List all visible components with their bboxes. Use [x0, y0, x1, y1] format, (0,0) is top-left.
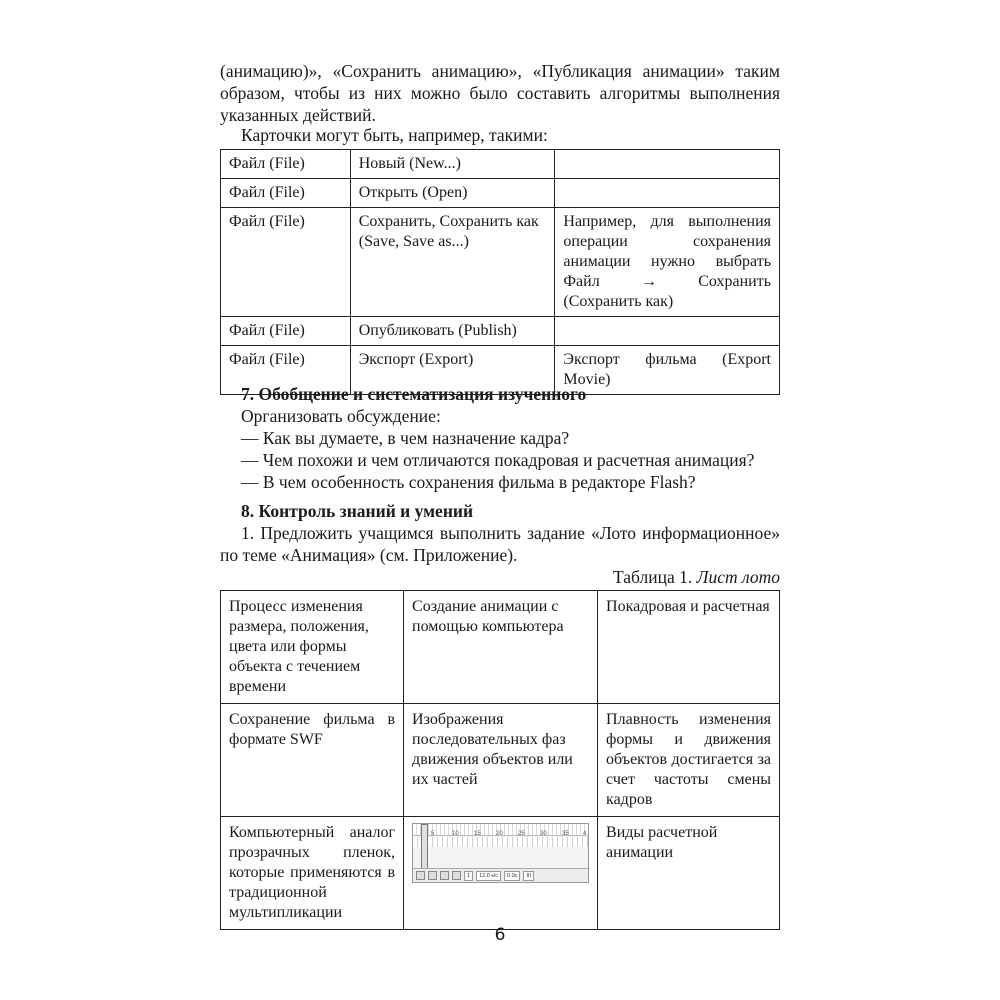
table-cell: Файл (File) — [221, 208, 351, 317]
loto-table — [220, 590, 780, 930]
table-row — [221, 150, 780, 179]
timeline-ruler — [413, 824, 588, 836]
table-cell: Экспорт фильма (Export Movie) — [555, 346, 780, 395]
section-7-heading: 7. Обобщение и систематизация изученного — [241, 384, 587, 404]
table-cell: Сохранение фильма в формате SWF — [221, 704, 404, 817]
table-row — [221, 704, 780, 817]
ruler-mark: 5 — [431, 831, 435, 837]
ruler-mark: 4 — [583, 831, 587, 837]
section-8-task: 1. Предложить учащимся выполнить задание «Лото информационное» по теме «Анимация» (см. Приложение). — [220, 523, 780, 565]
table-cell: Плавность изменения формы и движения объектов достигается за счет частоты смены кадров — [598, 704, 780, 817]
intro-paragraph: (анимацию)», «Сохранить анимацию», «Публикация анимации» таким образом, чтобы из них можно было составить алгоритмы выполнения указанных действий. — [220, 61, 780, 125]
ruler-mark: 35 — [562, 831, 569, 837]
cards-table — [220, 149, 780, 395]
table-cell: Файл (File) — [221, 346, 351, 395]
table-row — [221, 591, 780, 704]
question-item: — В чем особенность сохранения фильма в редакторе Flash? — [241, 472, 696, 492]
table-cell: Файл (File) — [221, 179, 351, 208]
section-7-intro: Организовать обсуждение: — [241, 406, 441, 426]
table-cell: Новый (New...) — [350, 150, 555, 179]
table-cell: Изображения последовательных фаз движения объектов или их частей — [404, 704, 598, 817]
flash-timeline-image — [412, 823, 589, 883]
table-caption-title: Лист лото — [696, 567, 780, 587]
timeline-toolbar — [413, 868, 588, 882]
table-row — [221, 817, 780, 930]
table-cell: Например, для выполнения операции сохранения анимации нужно выбрать Файл → Сохранить (Сохранить как) — [555, 208, 780, 317]
table-cell: Открыть (Open) — [350, 179, 555, 208]
table-cell: Файл (File) — [221, 317, 351, 346]
table-row — [221, 317, 780, 346]
ruler-mark: 30 — [540, 831, 547, 837]
question-item: — Как вы думаете, в чем назначение кадра? — [241, 428, 570, 448]
ruler-mark: 15 — [474, 831, 481, 837]
time-field: 0.0с — [504, 871, 520, 881]
table-cell: Покадровая и расчетная — [598, 591, 780, 704]
question-item: — Чем похожи и чем отличаются покадровая и расчетная анимация? — [241, 450, 755, 470]
frame-field: 1 — [464, 871, 473, 881]
scrollbar: III — [523, 871, 534, 881]
markers-icon — [452, 871, 461, 880]
table-cell — [555, 150, 780, 179]
fps-field: 12.0 к/с — [476, 871, 501, 881]
table-caption-prefix: Таблица 1. — [613, 567, 697, 587]
onion-outline-icon — [428, 871, 437, 880]
table-cell-timeline — [404, 817, 598, 930]
table-cell: Создание анимации с помощью компьютера — [404, 591, 598, 704]
table-cell: Экспорт (Export) — [350, 346, 555, 395]
table-caption — [220, 566, 780, 588]
playhead-icon — [421, 824, 428, 872]
onion-skin-icon — [416, 871, 425, 880]
ruler-mark: 10 — [452, 831, 459, 837]
table-cell: Сохранить, Сохранить как (Save, Save as...) — [350, 208, 555, 317]
timeline-frames — [413, 837, 588, 847]
ruler-mark: 25 — [518, 831, 525, 837]
table-cell: Виды расчетной анимации — [598, 817, 780, 930]
page-number: 6 — [494, 925, 506, 945]
table-cell: Файл (File) — [221, 150, 351, 179]
table-cell: Опубликовать (Publish) — [350, 317, 555, 346]
table-cell: Компьютерный аналог прозрачных пленок, которые применяются в традиционной мультипликации — [221, 817, 404, 930]
ruler-mark: 20 — [496, 831, 503, 837]
section-8-heading: 8. Контроль знаний и умений — [241, 501, 474, 521]
cards-intro: Карточки могут быть, например, такими: — [241, 125, 548, 145]
table-row — [221, 208, 780, 317]
table-cell — [555, 317, 780, 346]
table-cell — [555, 179, 780, 208]
table-cell: Процесс изменения размера, положения, цвета или формы объекта с течением времени — [221, 591, 404, 704]
table-row — [221, 179, 780, 208]
edit-frames-icon — [440, 871, 449, 880]
